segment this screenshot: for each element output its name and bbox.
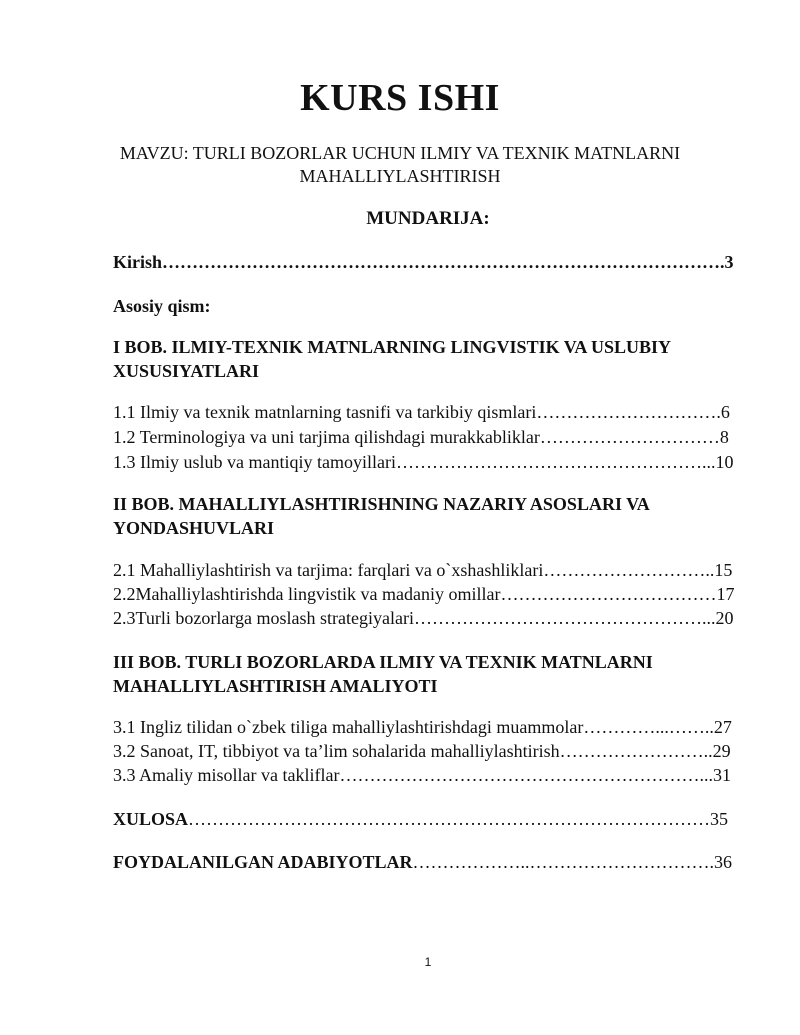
subject-line-2: MAHALLIYLASHTIRISH: [299, 166, 501, 186]
chapter-3-line-2: MAHALLIYLASHTIRISH AMALIYOTI: [113, 676, 438, 696]
references-label: FOYDALANILGAN ADABIYOTLAR: [113, 852, 413, 872]
references-leader: ………………..………………………….36: [412, 852, 733, 872]
toc-entry-references: [113, 851, 743, 873]
chapter-3-line-1: III BOB. TURLI BOZORLARDA ILMIY VA TEXNIK MATNLARNI: [113, 652, 653, 672]
document-title: KURS ISHI: [300, 77, 500, 119]
toc-entry-2-1: 2.1 Mahalliylashtirish va tarjima: farqlari va o`xshashliklari………………………..15: [113, 560, 733, 580]
toc-entry-1-3: 1.3 Ilmiy uslub va mantiqiy tamoyillari……………………………………………...10: [113, 452, 734, 472]
toc-entry-1-2: 1.2 Terminologiya va uni tarjima qilishdagi murakkabliklar…………………………8: [113, 427, 729, 447]
toc-main-part-label: Asosiy qism:: [113, 296, 211, 316]
toc-entry-1-1: 1.1 Ilmiy va texnik matnlarning tasnifi va tarkibiy qismlari………………………….6: [113, 402, 730, 422]
toc-entry-intro: Kirish………………………………………………………………………………….3: [113, 252, 734, 272]
toc-heading: MUNDARIJA:: [366, 208, 490, 229]
toc-entry-3-2: 3.2 Sanoat, IT, tibbiyot va ta’lim sohalarida mahalliylashtirish……………………..29: [113, 741, 731, 761]
toc-entry-3-1: 3.1 Ingliz tilidan o`zbek tiliga mahalliylashtirishdagi muammolar…………...……..27: [113, 717, 732, 737]
chapter-2-line-2: YONDASHUVLARI: [113, 518, 275, 538]
chapter-1-line-1: I BOB. ILMIY-TEXNIK MATNLARNING LINGVISTIK VA USLUBIY: [113, 337, 671, 357]
subject-heading: [100, 142, 700, 188]
toc-entry-2-2: 2.2Mahalliylashtirishda lingvistik va madaniy omillar………………………………17: [113, 584, 735, 604]
toc-chapter-2-heading: [113, 492, 723, 540]
toc-chapter-3-heading: [113, 650, 723, 698]
toc-entry-2-3: 2.3Turli bozorlarga moslash strategiyalari…………………………………………...20: [113, 608, 734, 628]
chapter-2-line-1: II BOB. MAHALLIYLASHTIRISHNING NAZARIY ASOSLARI VA: [113, 494, 650, 514]
toc-entry-3-3: 3.3 Amaliy misollar va takliflar……………………………………………………...31: [113, 765, 731, 785]
conclusion-label: XULOSA: [113, 809, 189, 829]
conclusion-leader: ……………………………………………………………………………35: [188, 809, 729, 829]
chapter-1-line-2: XUSUSIYATLARI: [113, 361, 260, 381]
toc-chapter-1-heading: [113, 335, 723, 383]
toc-entry-conclusion: [113, 808, 743, 830]
subject-line-1: MAVZU: TURLI BOZORLAR UCHUN ILMIY VA TEXNIK MATNLARNI: [119, 143, 681, 163]
page-number: 1: [424, 955, 432, 969]
